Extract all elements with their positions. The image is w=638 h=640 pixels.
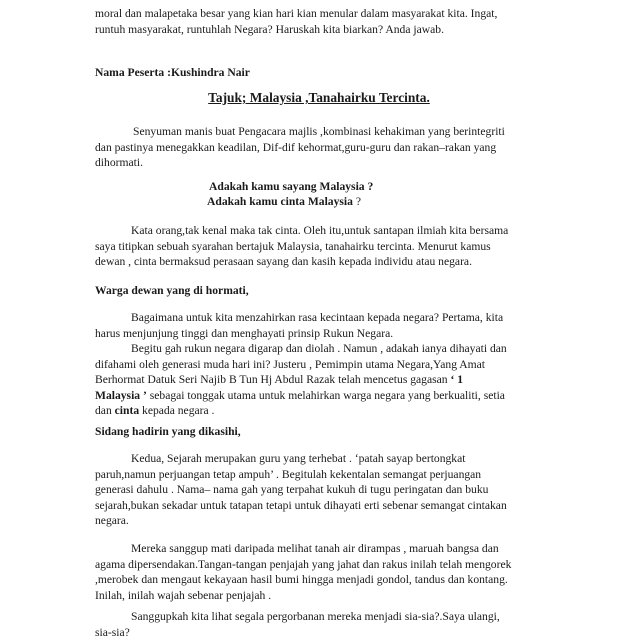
text-run: sebagai tonggak utama untuk melahirkan warga negara yang berkualiti, setia [147, 389, 505, 402]
text-line: Inilah, inilah wajah sebenar penjajah . [95, 588, 555, 604]
intro-paragraph [95, 6, 555, 37]
text-line: negara. [95, 513, 555, 529]
text-run: dan [95, 404, 115, 417]
text-line: sejarah,bukan sekadar untuk tatapan tetapi untuk dihayati erti sebenar semangat cintakan [95, 498, 555, 514]
text-line: difahami oleh generasi muda hari ini? Justeru , Pemimpin utama Negara,Yang Amat [95, 357, 555, 373]
text-run: Berhormat Datuk Seri Najib B Tun Hj Abdul Razak telah mencetus gagasan [95, 373, 450, 386]
paragraph-rukun-negara [95, 310, 555, 419]
text-line: agama dipersendakan.Tangan-tangan penjajah yang jahat dan rakus inilah telah mengorek [95, 557, 555, 573]
text-line: dan pastinya menegakkan keadilan, Dif-dif kehormat,guru-guru dan rakan–rakan yang [95, 140, 555, 156]
gagasan-bold-text: ‘ 1 [450, 373, 463, 386]
text-line: paruh,namun perjuangan tetap ampuh’ . Begitulah kekentalan semangat perjuangan [95, 467, 555, 483]
section-heading-warga: Warga dewan yang di hormati, [95, 283, 555, 299]
cinta-bold-text: cinta [115, 404, 139, 417]
text-line: Kata orang,tak kenal maka tak cinta. Oleh itu,untuk santapan ilmiah kita bersama [95, 223, 555, 239]
text-line: dihormati. [95, 155, 555, 171]
text-line: Mereka sanggup mati daripada melihat tanah air dirampas , maruah bangsa dan [95, 541, 555, 557]
section-heading-sidang: Sidang hadirin yang dikasihi, [95, 424, 555, 440]
paragraph-sejarah [95, 451, 555, 529]
participant-name: Nama Peserta :Kushindra Nair [95, 65, 555, 81]
question-mark: ? [353, 195, 361, 208]
text-line: Senyuman manis buat Pengacara majlis ,kombinasi kehakiman yang berintegriti [95, 124, 555, 140]
text-line: ,merobek dan mengaut kekayaan hasil bumi hingga menjadi gondol, tandus dan kontang. [95, 572, 555, 588]
gagasan-bold-text: Malaysia ’ [95, 389, 147, 402]
question-sayang: Adakah kamu sayang Malaysia ? [209, 179, 373, 195]
paragraph-pengorbanan [95, 609, 555, 640]
document-title: Tajuk; Malaysia ,Tanahairku Tercinta. [0, 90, 638, 106]
text-line: sia-sia? [95, 625, 555, 640]
paragraph-definition [95, 223, 555, 270]
text-line: dewan , cinta bermaksud perasaan sayang dan kasih kepada individu atau negara. [95, 254, 555, 270]
text-line [95, 372, 555, 388]
text-line: saya titipkan sebuah syarahan bertajuk Malaysia, tanahairku tercinta. Menurut kamus [95, 239, 555, 255]
text-line: runtuh masyarakat, runtuhlah Negara? Haruskah kita biarkan? Anda jawab. [95, 22, 555, 38]
text-run: kepada negara . [139, 404, 214, 417]
question-cinta [207, 194, 361, 210]
question-cinta-text: Adakah kamu cinta Malaysia [207, 195, 353, 208]
paragraph-penjajah [95, 541, 555, 603]
text-line [95, 388, 555, 404]
text-line: Begitu gah rukun negara digarap dan diolah . Namun , adakah ianya dihayati dan [95, 341, 555, 357]
text-line: harus menjunjung tinggi dan menghayati prinsip Rukun Negara. [95, 326, 555, 342]
greeting-paragraph [95, 124, 555, 171]
text-line: Kedua, Sejarah merupakan guru yang terhebat . ‘patah sayap bertongkat [95, 451, 555, 467]
text-line: Sanggupkah kita lihat segala pergorbanan mereka menjadi sia-sia?.Saya ulangi, [95, 609, 555, 625]
text-line: moral dan malapetaka besar yang kian hari kian menular dalam masyarakat kita. Ingat, [95, 6, 555, 22]
text-line: generasi dahulu . Nama– nama gah yang terpahat kukuh di tugu peringatan dan buku [95, 482, 555, 498]
text-line [95, 403, 555, 419]
text-line: Bagaimana untuk kita menzahirkan rasa kecintaan kepada negara? Pertama, kita [95, 310, 555, 326]
